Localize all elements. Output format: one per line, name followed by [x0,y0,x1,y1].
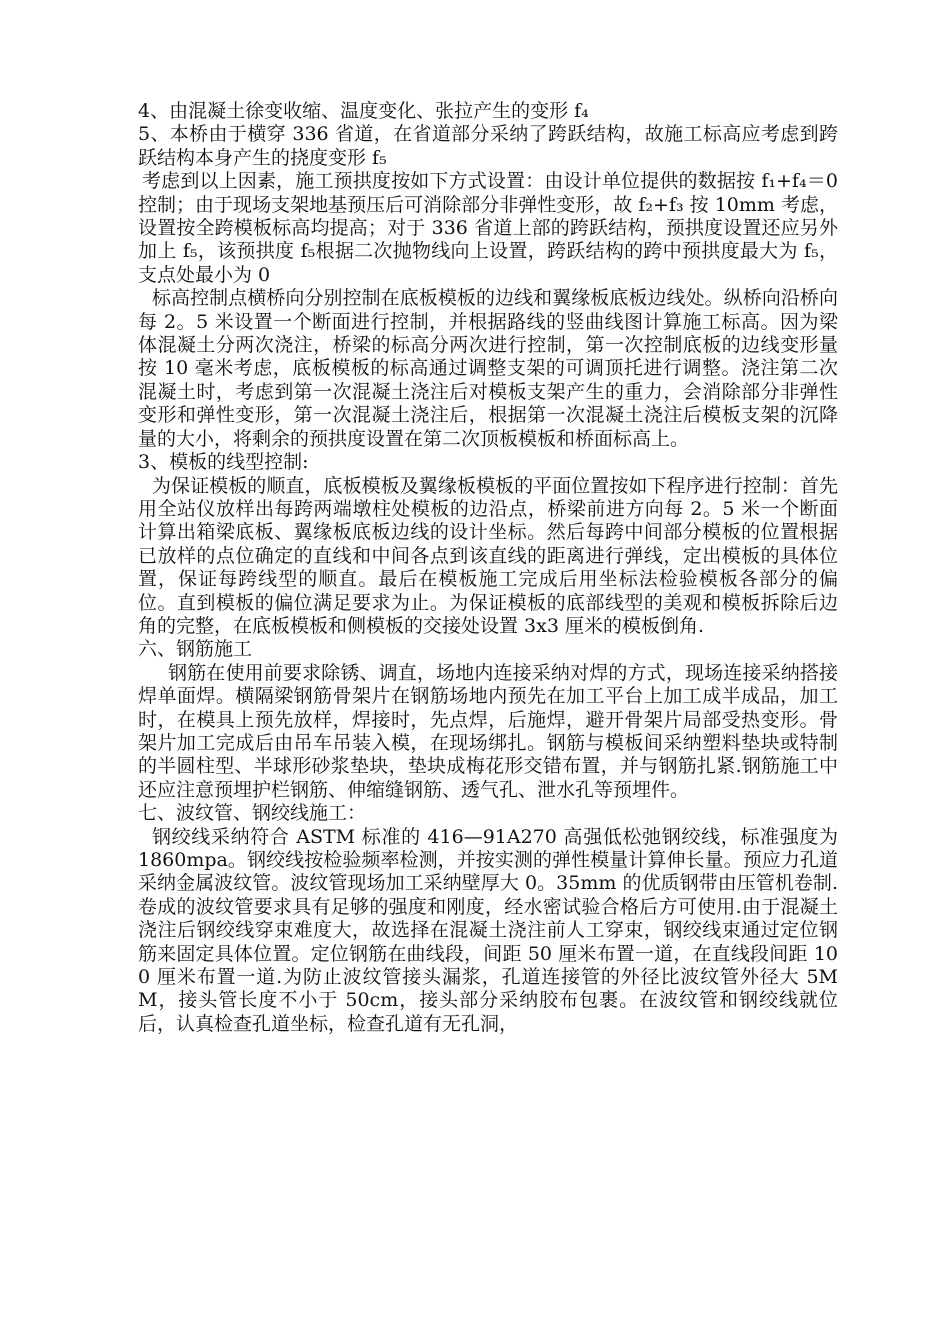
document-page [138,100,838,1036]
heading-formwork-alignment: 3、模板的线型控制: [138,451,309,474]
paragraph-rebar-construction: 钢筋在使用前要求除锈、调直，场地内连接采纳对焊的方式，现场连接采纳搭接焊单面焊。横隔梁钢筋骨架片在钢筋场地内预先在加工平台上加工成半成品，加工时，在模具上预先放样，焊接时，先点焊，后施焊，避开骨架片局部受热变形。骨架片加工完成后由吊车吊装入模，在现场绑扎。钢筋与模板间采纳塑料垫块或特制的半圆柱型、半球形砂浆垫块，垫块成梅花形交错布置，并与钢筋扎紧.钢筋施工中还应注意预埋护栏钢筋、伸缩缝钢筋、透气孔、泄水孔等预埋件。 [138,661,838,801]
heading-rebar-construction: 六、钢筋施工 [138,638,253,661]
paragraph-formwork-alignment: 为保证模板的顺直，底板模板及翼缘板模板的平面位置按如下程序进行控制：首先用全站仪放样出每跨两端墩柱处模板的边沿点，桥梁前进方向每 2。5 米一个断面计算出箱梁底板、翼缘板底板边线的设计坐标。然后每跨中间部分模板的位置根据已放样的点位确定的直线和中间各点到该直线的距离进行弹线，定出模板的具体位置，保证每跨线型的顺直。最后在模板施工完成后用坐标法检验模板各部分的偏位。直到模板的偏位满足要求为止。为保证模板的底部线型的美观和模板拆除后边角的完整，在底板模板和侧模板的交接处设置 3x3 厘米的模板倒角. [138,474,838,637]
item-4-deformation-f4: 4、由混凝土徐变收缩、温度变化、张拉产生的变形 f₄ [138,100,589,122]
paragraph-elevation-control: 标高控制点横桥向分别控制在底板模板的边线和翼缘板底板边线处。纵桥向沿桥向每 2。5 米设置一个断面进行控制，并根据路线的竖曲线图计算施工标高。因为梁体混凝土分两次浇注，桥梁的标高分两次进行控制，第一次控制底板的边线变形量按 10 毫米考虑，底板模板的标高通过调整支架的可调顶托进行调整。浇注第二次混凝土时，考虑到第一次混凝土浇注后对模板支架产生的重力，会消除部分非弹性变形和弹性变形，第一次混凝土浇注后，根据第一次混凝土浇注后模板支架的沉降量的大小，将剩余的预拱度设置在第二次顶板模板和桥面标高上。 [138,287,838,450]
heading-duct-strand-construction: 七、波纹管、钢绞线施工： [138,802,367,825]
paragraph-camber-setting: 考虑到以上因素，施工预拱度按如下方式设置：由设计单位提供的数据按 f₁+f₄＝0 控制；由于现场支架地基预压后可消除部分非弹性变形，故 f₂+f₃ 按 10mm 考虑，设置按全跨模板标高均提高；对于 336 省道上部的跨跃结构，预拱度设置还应另外加上 f₅，该预拱度 f₅根据二次抛物线向上设置，跨跃结构的跨中预拱度最大为 f₅，支点处最小为 0 [138,170,838,286]
paragraph-duct-strand-construction: 钢绞线采纳符合 ASTM 标准的 416—91A270 高强低松弛钢绞线，标准强度为 1860mpa。钢绞线按检验频率检测，并按实测的弹性模量计算伸长量。预应力孔道采纳金属波纹管。波纹管现场加工采纳壁厚大 0。35mm 的优质钢带由压管机卷制.卷成的波纹管要求具有足够的强度和刚度，经水密试验合格后方可使用.由于混凝土浇注后钢绞线穿束难度大，故选择在混凝土浇注前人工穿束，钢绞线束通过定位钢筋来固定具体位置。定位钢筋在曲线段，间距 50 厘米布置一道，在直线段间距 100 厘米布置一道.为防止波纹管接头漏浆，孔道连接管的外径比波纹管外径大 5MM，接头管长度不小于 50cm，接头部分采纳胶布包裹。在波纹管和钢绞线就位后，认真检查孔道坐标，检查孔道有无孔洞， [138,825,838,1035]
item-5-span-structure: 5、本桥由于横穿 336 省道，在省道部分采纳了跨跃结构，故施工标高应考虑到跨跃结构本身产生的挠度变形 f₅ [138,123,838,169]
